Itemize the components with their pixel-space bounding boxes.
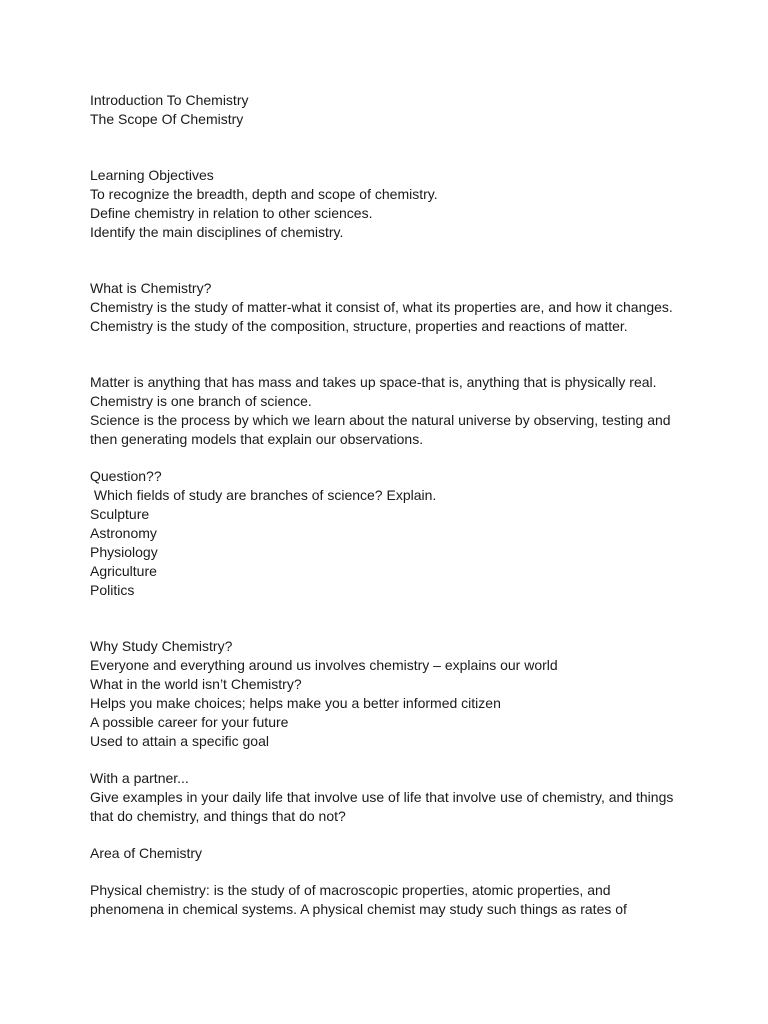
why-heading: Why Study Chemistry? (90, 638, 233, 654)
question-option: Agriculture (90, 563, 157, 579)
document-title: Introduction To Chemistry (90, 92, 249, 108)
spacer (90, 751, 680, 769)
question-option: Politics (90, 582, 135, 598)
objectives-heading: Learning Objectives (90, 167, 214, 183)
objective-item: Identify the main disciplines of chemistry. (90, 224, 344, 240)
why-item: A possible career for your future (90, 714, 289, 730)
science-definition: Science is the process by which we learn about the natural universe by observing, testing and then generating models that explain our observations. (90, 412, 671, 447)
why-item: Used to attain a specific goal (90, 733, 269, 749)
spacer (90, 449, 680, 467)
spacer (90, 129, 680, 166)
spacer (90, 600, 680, 637)
why-item: Helps you make choices; helps make you a better informed citizen (90, 695, 501, 711)
partner-heading: With a partner... (90, 770, 189, 786)
spacer (90, 863, 680, 881)
document-body (90, 91, 680, 919)
what-is-heading: What is Chemistry? (90, 280, 212, 296)
question-option: Astronomy (90, 525, 157, 541)
question-option: Sculpture (90, 506, 150, 522)
document-subtitle: The Scope Of Chemistry (90, 111, 244, 127)
objective-item: To recognize the breadth, depth and scope of chemistry. (90, 186, 438, 202)
spacer (90, 826, 680, 844)
why-item: Everyone and everything around us involves chemistry – explains our world (90, 657, 558, 673)
question-prompt: Which fields of study are branches of science? Explain. (90, 487, 437, 503)
question-option: Physiology (90, 544, 158, 560)
spacer (90, 242, 680, 279)
what-is-line: Chemistry is the study of matter-what it consist of, what its properties are, and how it changes. (90, 299, 673, 315)
physical-chemistry-text: Physical chemistry: is the study of of macroscopic properties, atomic properties, and phenomena in chemical systems. A physical chemist may study such things as rates of (90, 882, 627, 917)
spacer (90, 336, 680, 373)
matter-definition: Matter is anything that has mass and takes up space-that is, anything that is physically real. (90, 374, 657, 390)
area-heading: Area of Chemistry (90, 845, 203, 861)
question-heading: Question?? (90, 468, 162, 484)
chemistry-branch: Chemistry is one branch of science. (90, 393, 312, 409)
objective-item: Define chemistry in relation to other sciences. (90, 205, 373, 221)
why-item: What in the world isn’t Chemistry? (90, 676, 302, 692)
partner-text: Give examples in your daily life that involve use of life that involve use of chemistry, and things that do chemistry, and things that do not? (90, 789, 674, 824)
what-is-line: Chemistry is the study of the composition, structure, properties and reactions of matter. (90, 318, 628, 334)
